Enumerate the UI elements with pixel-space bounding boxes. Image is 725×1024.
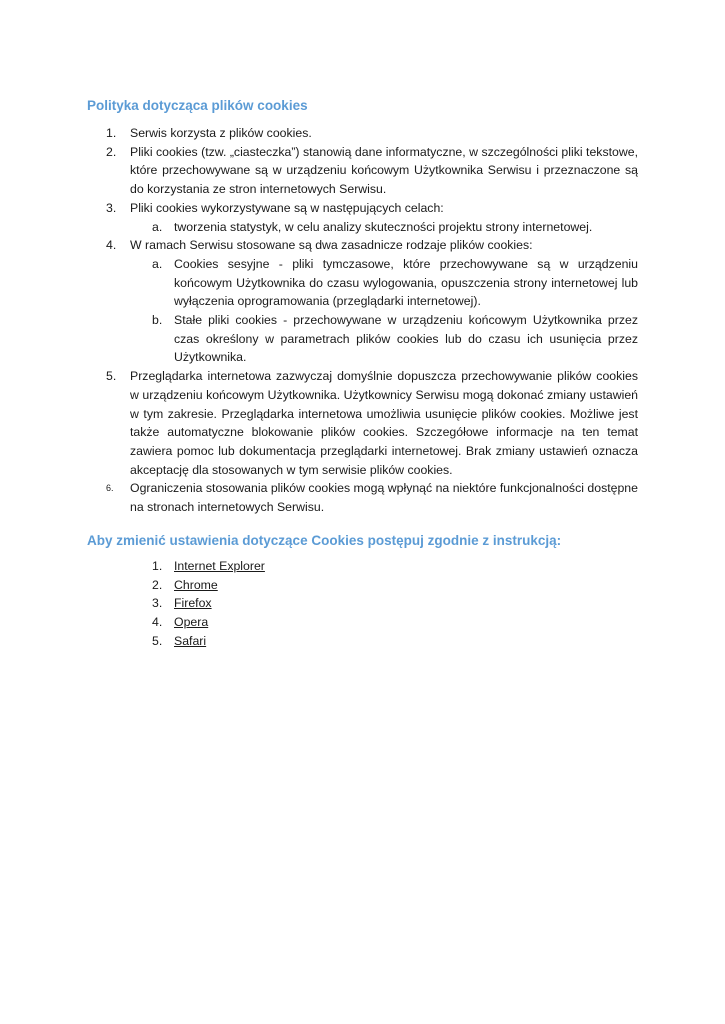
chrome-link[interactable]: Chrome — [174, 577, 218, 592]
section-title-cookies-policy: Polityka dotycząca plików cookies — [87, 98, 308, 113]
list-item-text: Pliki cookies (tzw. „ciasteczka”) stanowią dane informatyczne, w szczególności pliki tekstowe, które przechowywane są w urządzeniu końcowym Użytkownika Serwisu i przeznaczone są do korzystania ze stron internetowych Serwisu. — [130, 144, 638, 197]
browser-list-item — [152, 557, 374, 576]
list-item-number: 3. — [152, 596, 163, 611]
section-title-change-settings: Aby zmienić ustawienia dotyczące Cookies postępuj zgodnie z instrukcją: — [87, 533, 562, 548]
cookies-policy-list — [106, 124, 638, 517]
list-item-number: 6. — [106, 483, 114, 494]
list-item-number: 1. — [152, 559, 163, 573]
sub-list-item — [152, 311, 638, 367]
internet-explorer-link[interactable]: Internet Explorer — [174, 559, 265, 573]
list-item — [106, 124, 638, 143]
browser-list-item — [152, 613, 374, 632]
list-item — [106, 199, 638, 236]
list-item-number: 2. — [106, 144, 117, 159]
list-item — [106, 367, 638, 479]
list-item-number: 4. — [106, 238, 117, 253]
firefox-link[interactable]: Firefox — [174, 596, 212, 611]
list-item-number: 3. — [106, 200, 117, 215]
sub-list-item-text: Stałe pliki cookies - przechowywane w urządzeniu końcowym Użytkownika przez czas określony w parametrach plików cookies lub do czasu ich usunięcia przez Użytkownika. — [174, 313, 638, 365]
sub-list-item-letter: a. — [152, 256, 163, 271]
sub-list-item-text: Cookies sesyjne - pliki tymczasowe, które przechowywane są w urządzeniu końcowym Użytkownika do czasu wylogowania, opuszczenia strony internetowej lub wyłączenia oprogramowania (przeglądarki internetowej). — [174, 256, 638, 309]
sub-list-item-letter: b. — [152, 313, 163, 328]
sub-list-item — [152, 255, 638, 311]
sub-list — [130, 255, 638, 367]
browser-list-item — [152, 632, 374, 651]
list-item-number: 4. — [152, 615, 163, 630]
list-item — [106, 236, 638, 367]
browser-list-item — [152, 576, 374, 595]
opera-link[interactable]: Opera — [174, 615, 209, 630]
list-item-text: Pliki cookies wykorzystywane są w następujących celach: — [130, 200, 444, 215]
list-item-text: Serwis korzysta z plików cookies. — [130, 126, 312, 140]
list-item-number: 5. — [106, 369, 117, 384]
browser-list-item — [152, 594, 374, 613]
list-item-text: Przeglądarka internetowa zazwyczaj domyślnie dopuszcza przechowywanie plików cookies w urządzeniu końcowym Użytkownika. Użytkownicy Serwisu mogą dokonać zmiany ustawień w tym zakresie. Przeglądarka internetowa umożliwia usunięcie plików cookies. Możliwe jest także automatyczne blokowanie plików cookies. Szczegółowe informacje na ten temat zawiera pomoc lub dokumentacja przeglądarki internetowej. Brak zmiany ustawień oznacza akceptację dla stosowanych w tym serwisie plików cookies. — [130, 369, 638, 477]
list-item — [106, 479, 638, 516]
list-item-text: Ograniczenia stosowania plików cookies mogą wpłynąć na niektóre funkcjonalności dostępne na stronach internetowych Serwisu. — [130, 481, 638, 515]
list-item-text: W ramach Serwisu stosowane są dwa zasadnicze rodzaje plików cookies: — [130, 238, 533, 253]
safari-link[interactable]: Safari — [174, 633, 207, 648]
list-item-number: 1. — [106, 126, 117, 140]
sub-list-item-text: tworzenia statystyk, w celu analizy skuteczności projektu strony internetowej. — [174, 219, 593, 234]
list-item-number: 5. — [152, 633, 163, 648]
sub-list — [130, 218, 638, 237]
list-item-number: 2. — [152, 577, 163, 592]
sub-list-item — [152, 218, 638, 237]
sub-list-item-letter: a. — [152, 219, 163, 234]
list-item — [106, 143, 638, 199]
browser-links-list — [152, 557, 374, 651]
